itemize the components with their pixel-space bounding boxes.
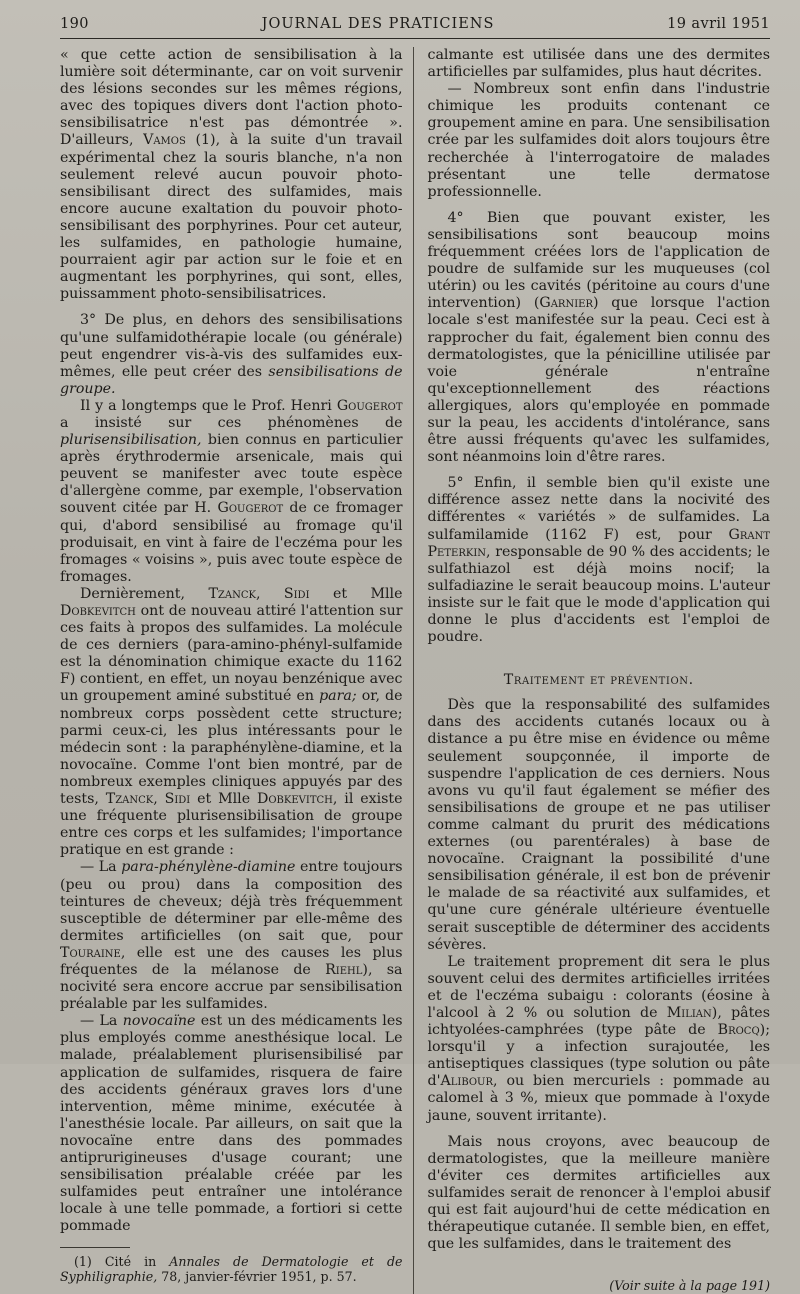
journal-title: JOURNAL DES PRATICIENS <box>261 16 495 32</box>
page-header <box>60 16 770 38</box>
header-rule <box>60 38 770 39</box>
issue-date: 19 avril 1951 <box>667 16 770 32</box>
paragraph: — Nombreux sont enfin dans l'industrie chimique les produits contenant ce groupement amine en para. Une sensibilisation crée par les sulfamides doit alors toujours être recherchée à l'interrogatoire de malades présentant une telle dermatose professionnelle. <box>427 81 770 200</box>
paragraph: — La novocaïne est un des médicaments les plus employés comme anesthésique local. Le malade, préalablement plurisensibilisé par application de sulfamides, risquera de faire des accidents généraux graves lors d'une intervention, même minime, exécutée à l'anesthésie locale. Par ailleurs, on sait que la novocaïne entre dans des pommades antiprurigineuses d'usage courant; une sensibilisation préalable créée par les sulfamides peut entraîner une intolérance locale à une telle pommade, a fortiori si cette pommade <box>60 1013 403 1235</box>
paragraph: calmante est utilisée dans une des dermites artificielles par sulfamides, plus haut décrites. <box>427 47 770 81</box>
footnote-rule <box>60 1247 130 1248</box>
paragraph: Dernièrement, Tzanck, Sidi et Mlle Dobkevitch ont de nouveau attiré l'attention sur ces faits à propos des sulfamides. La molécule de ces derniers (para-amino-phényl-sulfamide est la dénomination chimique exacte du 1162 F) contient, en effet, un noyau benzénique avec un groupement aminé substitué en para; or, de nombreux corps possèdent cette structure; parmi ceux-ci, les plus intéressants pour le médecin sont : la paraphénylène-diamine, et la novocaïne. Comme l'ont bien montré, par de nombreux exemples cliniques appuyés par des tests, Tzanck, Sidi et Mlle Dobkevitch, il existe une fréquente plurisensibilisation de groupe entre ces corps et les sulfamides; l'importance pratique en est grande : <box>60 585 403 859</box>
paragraph: « que cette action de sensibilisation à la lumière soit déterminante, car on voit survenir des lésions secondes sur les mêmes régions, avec des topiques divers dont l'action photo-sensibilisatrice n'est pas démontrée ». D'ailleurs, Vamos (1), à la suite d'un travail expérimental chez la souris blanche, n'a non seulement relevé aucun pouvoir photo-sensibilisant direct des sulfamides, mais encore aucune exaltation du pouvoir photo-sensibilisant des porphyrines. Pour cet auteur, les sulfamides, en pathologie humaine, pourraient agir par action sur le foie et en augmentant les porphyrines, qui sont, elles, puissamment photo-sensibilisatrices. <box>60 47 403 303</box>
paragraph: 5° Enfin, il semble bien qu'il existe une différence assez nette dans la nocivité des différentes « variétés » de sulfamides. La sulfamilamide (1162 F) est, pour Grant Peterkin, responsable de 90 % des accidents; le sulfathiazol est déjà moins nocif; la sulfadiazine le serait beaucoup moins. L'auteur insiste sur le fait que le mode d'application qui donne le plus d'accidents est l'emploi de poudre. <box>427 475 770 646</box>
paragraph: — La para-phénylène-diamine entre toujours (peu ou prou) dans la composition des teintures de cheveux; déjà très fréquemment susceptible de déterminer par elle-même des dermites artificielles (on sait que, pour Touraine, elle est une des causes les plus fréquentes de la mélanose de Riehl), sa nocivité sera encore accrue par sensibilisation préalable par les sulfamides. <box>60 859 403 1013</box>
right-column <box>428 47 771 1294</box>
footnote: (1) Cité in Annales de Dermatologie et de Syphiligraphie, 78, janvier-février 1951, p. 57. <box>60 1254 403 1285</box>
continued-note: (Voir suite à la page 191) <box>609 1278 770 1294</box>
paragraph: 4° Bien que pouvant exister, les sensibilisations sont beaucoup moins fréquemment créées lors de l'application de poudre de sulfamide sur les muqueuses (col utérin) ou les cavités (péritoine au cours d'une intervention) (Garnier) que lorsque l'action locale s'est manifestée sur la peau. Ceci est à rapprocher du fait, également bien connu des dermatologistes, que la pénicilline utilisée par voie générale n'entraîne qu'exceptionnellement des réactions allergiques, alors qu'employée en pommade sur la peau, les accidents d'intolérance, sans être aussi fréquents qu'avec les sulfamides, sont néanmoins loin d'être rares. <box>427 209 770 466</box>
left-column <box>60 47 414 1294</box>
paragraph: Le traitement proprement dit sera le plus souvent celui des dermites artificielles irritées et de l'eczéma subaigu : colorants (éosine à l'alcool à 2 % ou solution de Milian), pâtes ichtyolées-camphrées (type pâte de Brocq); lorsqu'il y a infection surajoutée, les antiseptiques classiques (type solution ou pâte d'Alibour, ou bien mercuriels : pommade au calomel à 3 %, mieux que pommade à l'oxyde jaune, souvent irritante). <box>427 953 770 1124</box>
paragraph: Dès que la responsabilité des sulfamides dans des accidents cutanés locaux ou à distance a pu être mise en évidence ou même seulement soupçonnée, il importe de suspendre l'application de ces derniers. Nous avons vu qu'il faut également se méfier des sensibilisations de groupe et ne pas utiliser comme calmant du prurit des médications externes (ou parentérales) à base de novocaïne. Craignant la possibilité d'une sensibilisation générale, il est bon de prévenir le malade de sa réactivité aux sulfamides, et qu'une cure générale ultérieure éventuelle serait susceptible de déterminer des accidents sévères. <box>427 697 770 953</box>
page-number: 190 <box>60 16 89 32</box>
paragraph: Il y a longtemps que le Prof. Henri Gougerot a insisté sur ces phénomènes de plurisensibilisation, bien connus en particulier après érythrodermie arsenicale, mais qui peuvent se manifester avec toute espèce d'allergène comme, par exemple, l'observation souvent citée par H. Gougerot de ce fromager qui, d'abord sensibilisé au fromage qu'il produisait, en vint à faire de l'eczéma pour les fromages « voisins », puis avec toute espèce de fromages. <box>60 397 403 585</box>
paragraph: 3° De plus, en dehors des sensibilisations qu'une sulfamidothérapie locale (ou générale) peut engendrer vis-à-vis des sulfamides eux-mêmes, elle peut créer des sensibilisations de groupe. <box>60 312 403 397</box>
section-heading: Traitement et prévention. <box>503 672 694 689</box>
article-columns <box>60 47 770 1294</box>
paragraph: Mais nous croyons, avec beaucoup de dermatologistes, que la meilleure manière d'éviter ces dermites artificielles aux sulfamides serait de renoncer à l'emploi abusif qui est fait aujourd'hui de cette médication en thérapeutique cutanée. Il semble bien, en effet, que les sulfamides, dans le traitement des <box>427 1133 770 1253</box>
